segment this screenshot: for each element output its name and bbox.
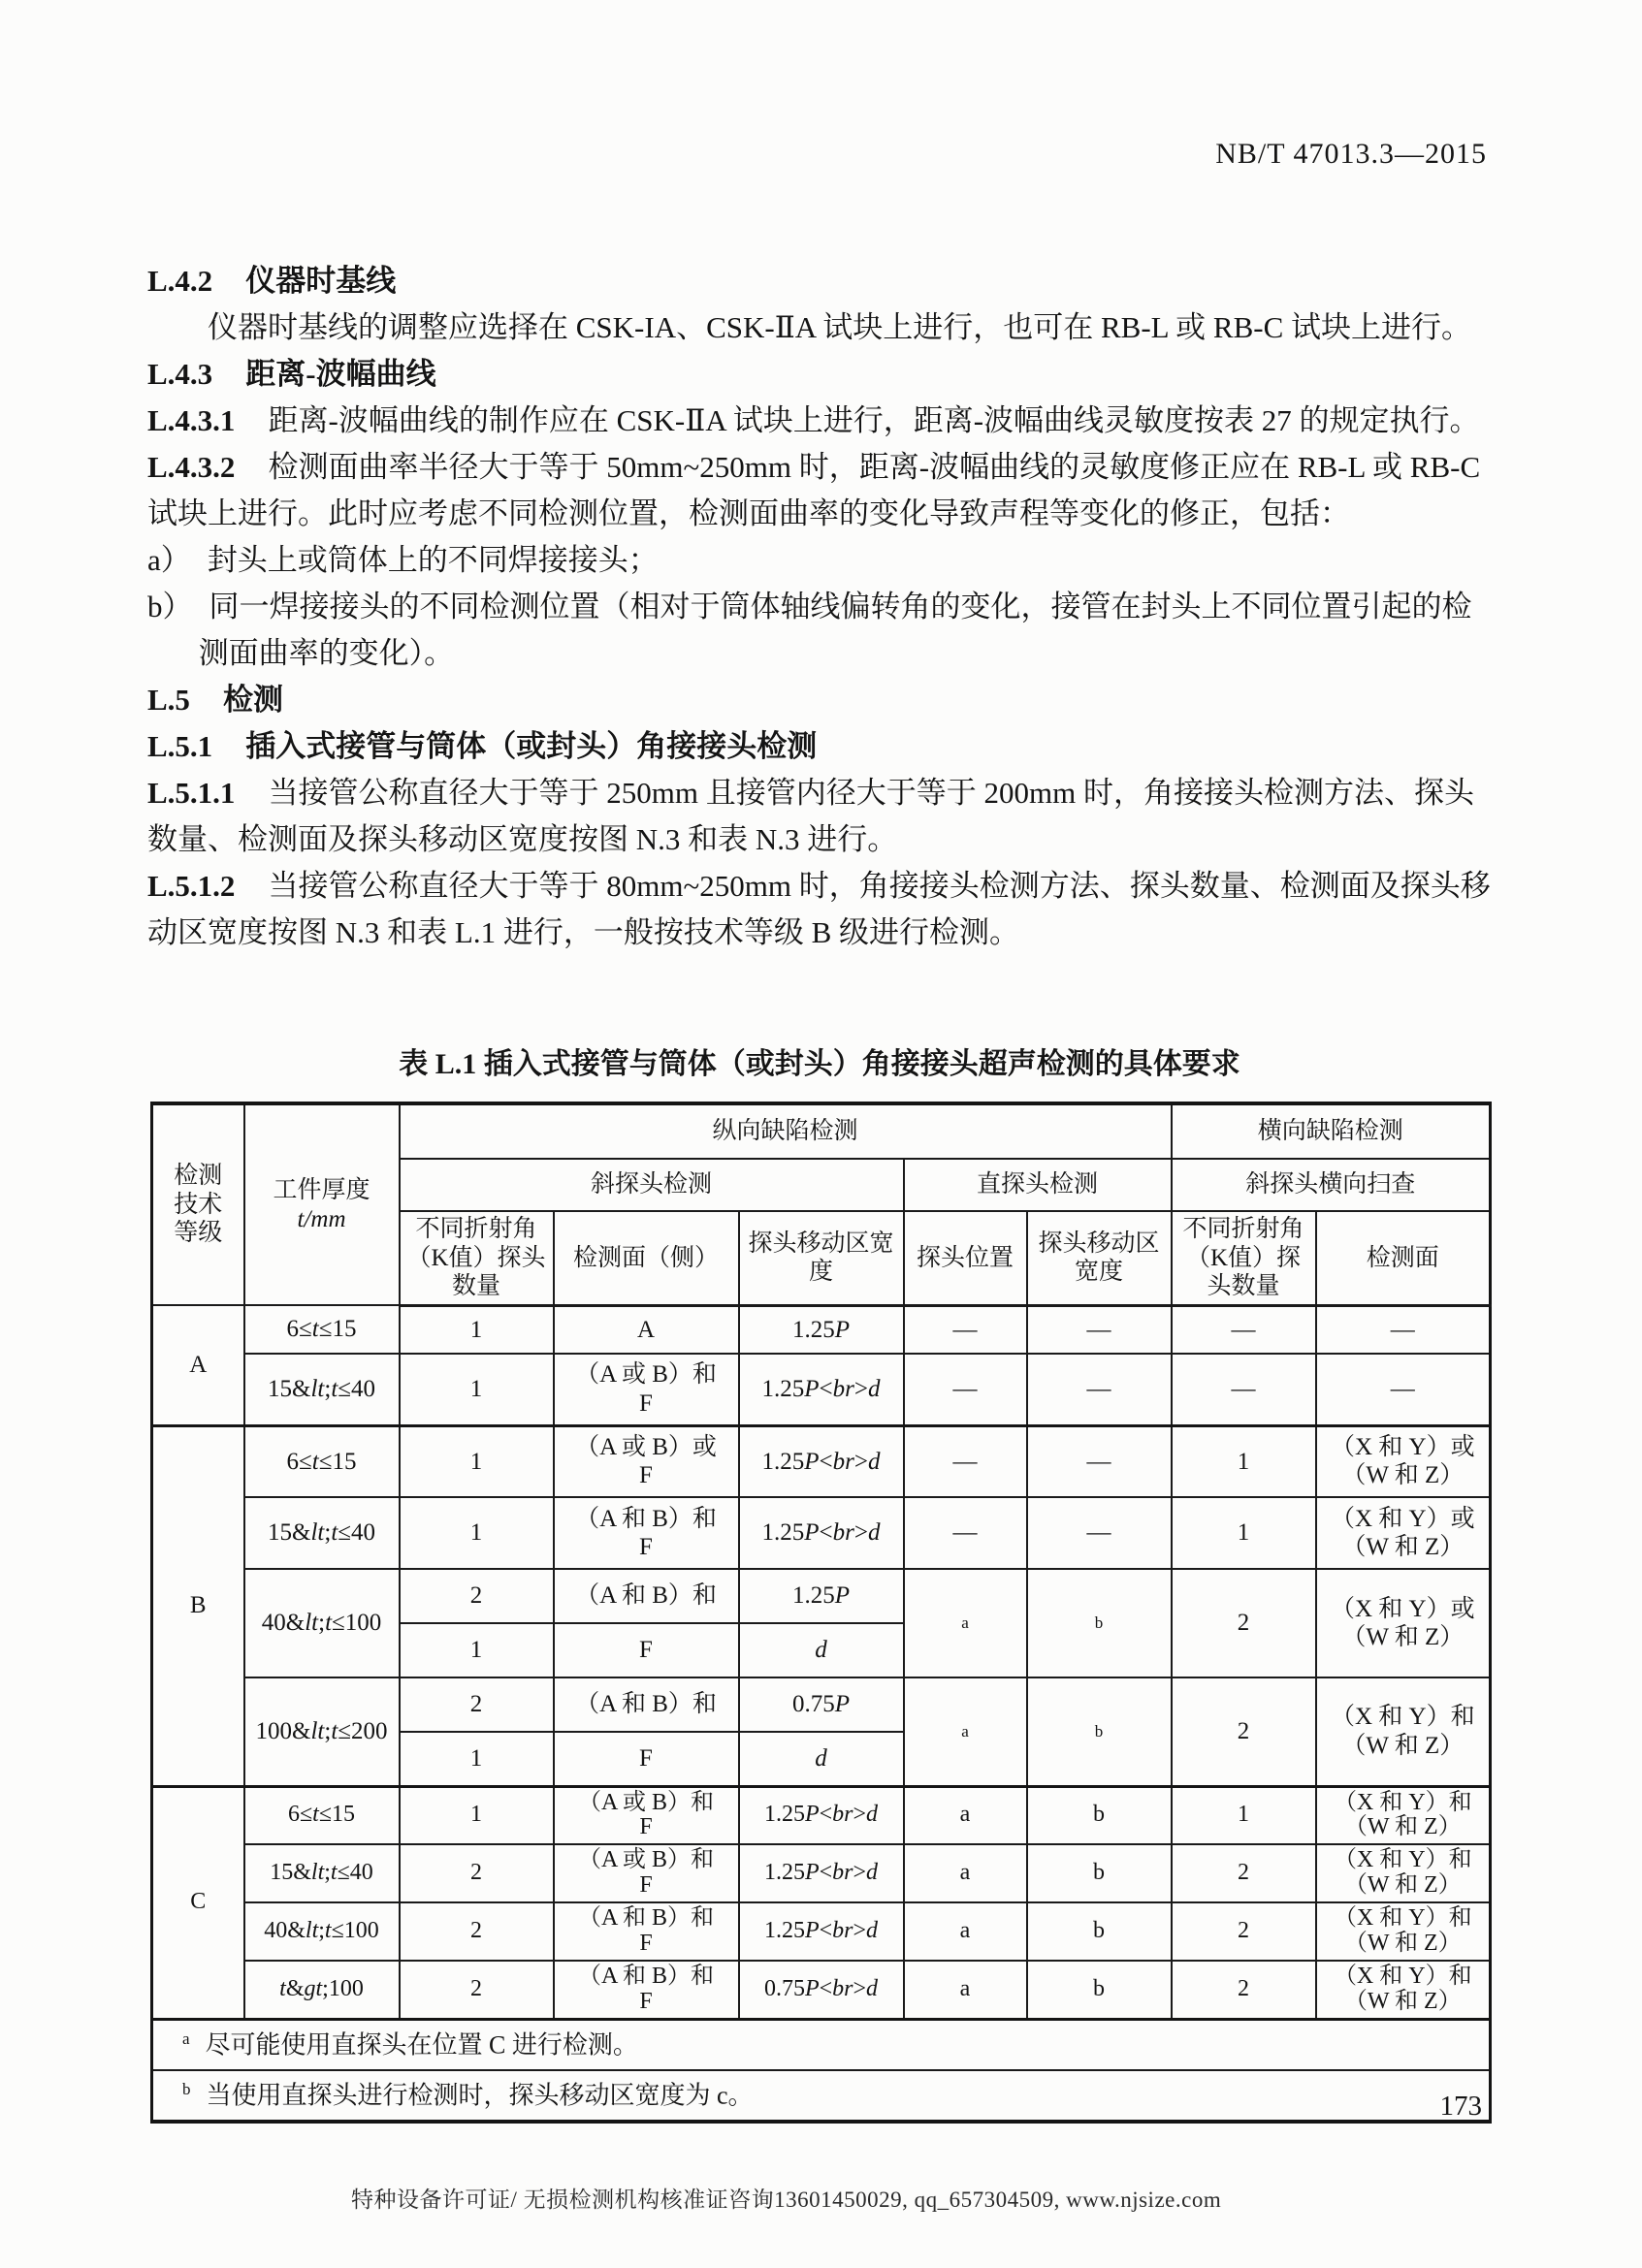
footnote-marker-cell: a	[904, 1844, 1027, 1902]
table-row	[152, 1354, 1491, 1425]
footnote-marker-cell: a	[904, 1569, 1027, 1677]
table-cell: d	[739, 1732, 904, 1786]
header-straight-probe-group: 直探头检测	[904, 1159, 1172, 1211]
table-l1-section	[150, 1039, 1489, 2124]
footnote-marker-cell: b	[1027, 1902, 1172, 1961]
table-cell: —	[904, 1354, 1027, 1425]
table-cell: —	[1172, 1354, 1316, 1425]
table-cell: 6≤t≤15	[244, 1786, 400, 1844]
footnote-marker-cell: a	[904, 1677, 1027, 1786]
table-cell: 2	[400, 1569, 554, 1623]
heading-text: 检测	[223, 683, 284, 717]
header-thickness: 工件厚度 t/mm	[244, 1103, 400, 1305]
table-cell: 1	[400, 1354, 554, 1425]
para-l5-1-2	[147, 863, 1497, 956]
table-row	[152, 1844, 1491, 1902]
heading-text: 距离-波幅曲线	[245, 357, 436, 391]
para-text: 当接管公称直径大于等于 80mm~250mm 时，角接接头检测方法、探头数量、检测面及探头移动区宽度按图 N.3 和表 L.1 进行，一般按技术等级 B 级进行检测。	[147, 869, 1491, 949]
header-tech-level: 检测技术等级	[152, 1103, 244, 1305]
table-cell: （A 和 B）和	[554, 1677, 739, 1732]
table-cell: （A 或 B）和 F	[554, 1844, 739, 1902]
table-cell: 1	[1172, 1497, 1316, 1569]
header-probe-position: 探头位置	[904, 1211, 1027, 1305]
table-row	[152, 1902, 1491, 1961]
table-cell: F	[554, 1623, 739, 1677]
table-cell: 6≤t≤15	[244, 1305, 400, 1354]
header-transverse-scan-group: 斜探头横向扫查	[1172, 1159, 1491, 1211]
table-cell: （X 和 Y）或 （W 和 Z）	[1316, 1569, 1491, 1677]
para-l4-3-2	[147, 444, 1497, 537]
table-cell: 2	[400, 1844, 554, 1902]
table-cell: 1.25P<br>d	[739, 1786, 904, 1844]
table-cell: —	[1172, 1305, 1316, 1354]
table-cell: 2	[1172, 1844, 1316, 1902]
table-cell: d	[739, 1623, 904, 1677]
table-cell: —	[1316, 1305, 1491, 1354]
table-cell: 0.75P<br>d	[739, 1961, 904, 2019]
document-body	[147, 258, 1497, 956]
heading-text: 插入式接管与筒体（或封头）角接接头检测	[245, 729, 818, 763]
para-l4-2: 仪器时基线的调整应选择在 CSK-IA、CSK-ⅡA 试块上进行，也可在 RB-L 或 RB-C 试块上进行。	[208, 310, 1472, 344]
footnote-marker-cell: a	[904, 1902, 1027, 1961]
clause-number: L.5.1.2	[147, 869, 236, 903]
table-cell: 2	[400, 1902, 554, 1961]
table-cell: （A 或 B）或 F	[554, 1425, 739, 1497]
header-k-count: 不同折射角（K值）探头数量	[400, 1211, 554, 1305]
table-cell: —	[904, 1305, 1027, 1354]
table-row	[152, 1961, 1491, 2019]
table-row	[152, 1786, 1491, 1844]
table-cell: 2	[1172, 1569, 1316, 1677]
clause-number: L.5	[147, 683, 190, 717]
table-footnote-row	[152, 2070, 1491, 2122]
table-cell: 2	[1172, 1677, 1316, 1786]
table-cell: 15&lt;t≤40	[244, 1844, 400, 1902]
table-cell: （A 和 B）和 F	[554, 1902, 739, 1961]
table-cell: —	[1316, 1354, 1491, 1425]
clause-number: L.5.1	[147, 729, 213, 763]
tech-level-b: B	[152, 1425, 244, 1786]
table-cell: 0.75P	[739, 1677, 904, 1732]
table-cell: 15&lt;t≤40	[244, 1354, 400, 1425]
heading-text: 仪器时基线	[245, 264, 397, 298]
table-header-row	[152, 1103, 1491, 1159]
heading-l5-1	[147, 723, 1497, 770]
table-cell: 1.25P<br>d	[739, 1844, 904, 1902]
table-footnote-row	[152, 2019, 1491, 2070]
table-cell: （X 和 Y）和 （W 和 Z）	[1316, 1844, 1491, 1902]
list-text: 封头上或筒体上的不同焊接接头；	[207, 543, 659, 577]
table-footnote: $^a$ 尽可能使用直探头在位置 C 进行检测。	[152, 2019, 1491, 2070]
table-cell: 40&lt;t≤100	[244, 1569, 400, 1677]
table-cell: 1.25P<br>d	[739, 1497, 904, 1569]
clause-number: L.5.1.1	[147, 776, 236, 810]
table-cell: 1.25P<br>d	[739, 1902, 904, 1961]
clause-number: L.4.3.2	[147, 450, 236, 484]
table-row	[152, 1497, 1491, 1569]
table-l1	[150, 1102, 1492, 2124]
table-row	[152, 1677, 1491, 1732]
header-move-zone: 探头移动区宽度	[739, 1211, 904, 1305]
table-cell: 1.25P	[739, 1305, 904, 1354]
para-text: 当接管公称直径大于等于 250mm 且接管内径大于等于 200mm 时，角接接头检测方法、探头数量、检测面及探头移动区宽度按图 N.3 和表 N.3 进行。	[147, 776, 1474, 856]
table-cell: 1.25P<br>d	[739, 1425, 904, 1497]
footnote-marker-cell: b	[1027, 1569, 1172, 1677]
header-angle-probe-group: 斜探头检测	[400, 1159, 904, 1211]
table-cell: 1	[400, 1786, 554, 1844]
footnote-marker-cell: a	[904, 1786, 1027, 1844]
table-row	[152, 1305, 1491, 1354]
header-k-count-transverse: 不同折射角（K值）探头数量	[1172, 1211, 1316, 1305]
footnote-marker-cell: b	[1027, 1844, 1172, 1902]
table-cell: 2	[400, 1677, 554, 1732]
table-cell: 2	[400, 1961, 554, 2019]
table-cell: （X 和 Y）和 （W 和 Z）	[1316, 1902, 1491, 1961]
tech-level-a: A	[152, 1305, 244, 1425]
table-cell: （X 和 Y）和 （W 和 Z）	[1316, 1786, 1491, 1844]
clause-number: L.4.2	[147, 264, 213, 298]
table-footnote: $^b$ 当使用直探头进行检测时，探头移动区宽度为 c。	[152, 2070, 1491, 2122]
table-cell: 1.25P	[739, 1569, 904, 1623]
table-cell: 2	[1172, 1902, 1316, 1961]
heading-l5	[147, 677, 1497, 723]
heading-l4-2	[147, 258, 1497, 304]
list-item-b	[147, 584, 1497, 677]
table-cell: —	[904, 1497, 1027, 1569]
table-row	[152, 1425, 1491, 1497]
clause-number: L.4.3	[147, 357, 213, 391]
clause-number: L.4.3.1	[147, 403, 236, 437]
table-cell: 1	[400, 1623, 554, 1677]
table-cell: （A 和 B）和	[554, 1569, 739, 1623]
table-cell: 1	[400, 1732, 554, 1786]
table-cell: —	[1027, 1305, 1172, 1354]
footnote-marker-cell: b	[1027, 1677, 1172, 1786]
header-surface-transverse: 检测面	[1316, 1211, 1491, 1305]
table-cell: t&gt;100	[244, 1961, 400, 2019]
table-cell: 15&lt;t≤40	[244, 1497, 400, 1569]
table-cell: （A 或 B）和 F	[554, 1354, 739, 1425]
table-cell: （X 和 Y）或 （W 和 Z）	[1316, 1425, 1491, 1497]
table-cell: （A 和 B）和 F	[554, 1961, 739, 2019]
footnote-marker-cell: b	[1027, 1786, 1172, 1844]
table-cell: （X 和 Y）或 （W 和 Z）	[1316, 1497, 1491, 1569]
table-cell: （X 和 Y）和 （W 和 Z）	[1316, 1677, 1491, 1786]
footnote-marker-cell: a	[904, 1961, 1027, 2019]
para-text: 检测面曲率半径大于等于 50mm~250mm 时，距离-波幅曲线的灵敏度修正应在 RB-L 或 RB-C 试块上进行。此时应考虑不同检测位置，检测面曲率的变化导致声程等变化的修正，包括：	[147, 450, 1481, 530]
tech-level-c: C	[152, 1786, 244, 2019]
table-cell: 40&lt;t≤100	[244, 1902, 400, 1961]
table-cell: —	[904, 1425, 1027, 1497]
table-title: 表 L.1 插入式接管与筒体（或封头）角接接头超声检测的具体要求	[399, 1048, 1240, 1080]
table-cell: 100&lt;t≤200	[244, 1677, 400, 1786]
list-label: a）	[147, 543, 191, 577]
table-cell: 1	[400, 1305, 554, 1354]
table-cell: 1	[400, 1497, 554, 1569]
table-cell: A	[554, 1305, 739, 1354]
header-move-zone-straight: 探头移动区宽度	[1027, 1211, 1172, 1305]
table-row	[152, 1569, 1491, 1623]
table-cell: （X 和 Y）和 （W 和 Z）	[1316, 1961, 1491, 2019]
list-label: b）	[147, 590, 193, 623]
header-longitudinal-group: 纵向缺陷检测	[400, 1103, 1172, 1159]
page-number: 173	[1439, 2091, 1482, 2122]
header-transverse-group: 横向缺陷检测	[1172, 1103, 1491, 1159]
table-cell: —	[1027, 1354, 1172, 1425]
list-text: 同一焊接接头的不同检测位置（相对于筒体轴线偏转角的变化，接管在封头上不同位置引起的检测面曲率的变化）。	[198, 590, 1472, 670]
table-cell: —	[1027, 1497, 1172, 1569]
para-l4-3-1	[147, 398, 1497, 444]
table-cell: 6≤t≤15	[244, 1425, 400, 1497]
para-text: 距离-波幅曲线的制作应在 CSK-ⅡA 试块上进行，距离-波幅曲线灵敏度按表 27 的规定执行。	[268, 403, 1480, 437]
table-cell: —	[1027, 1425, 1172, 1497]
table-cell: （A 和 B）和 F	[554, 1497, 739, 1569]
heading-l4-3	[147, 351, 1497, 398]
header-surface-side: 检测面（侧）	[554, 1211, 739, 1305]
footnote-marker-cell: b	[1027, 1961, 1172, 2019]
para-l5-1-1	[147, 770, 1497, 863]
list-item-a	[147, 537, 1497, 584]
table-cell: （A 或 B）和 F	[554, 1786, 739, 1844]
table-cell: F	[554, 1732, 739, 1786]
table-cell: 2	[1172, 1961, 1316, 2019]
table-cell: 1	[1172, 1425, 1316, 1497]
table-cell: 1	[1172, 1786, 1316, 1844]
table-cell: 1	[400, 1425, 554, 1497]
table-cell: 1.25P<br>d	[739, 1354, 904, 1425]
standard-number: NB/T 47013.3—2015	[1215, 138, 1487, 170]
footer-note: 特种设备许可证/ 无损检测机构核准证咨询13601450029, qq_657304509, www.njsize.com	[350, 2188, 1222, 2212]
